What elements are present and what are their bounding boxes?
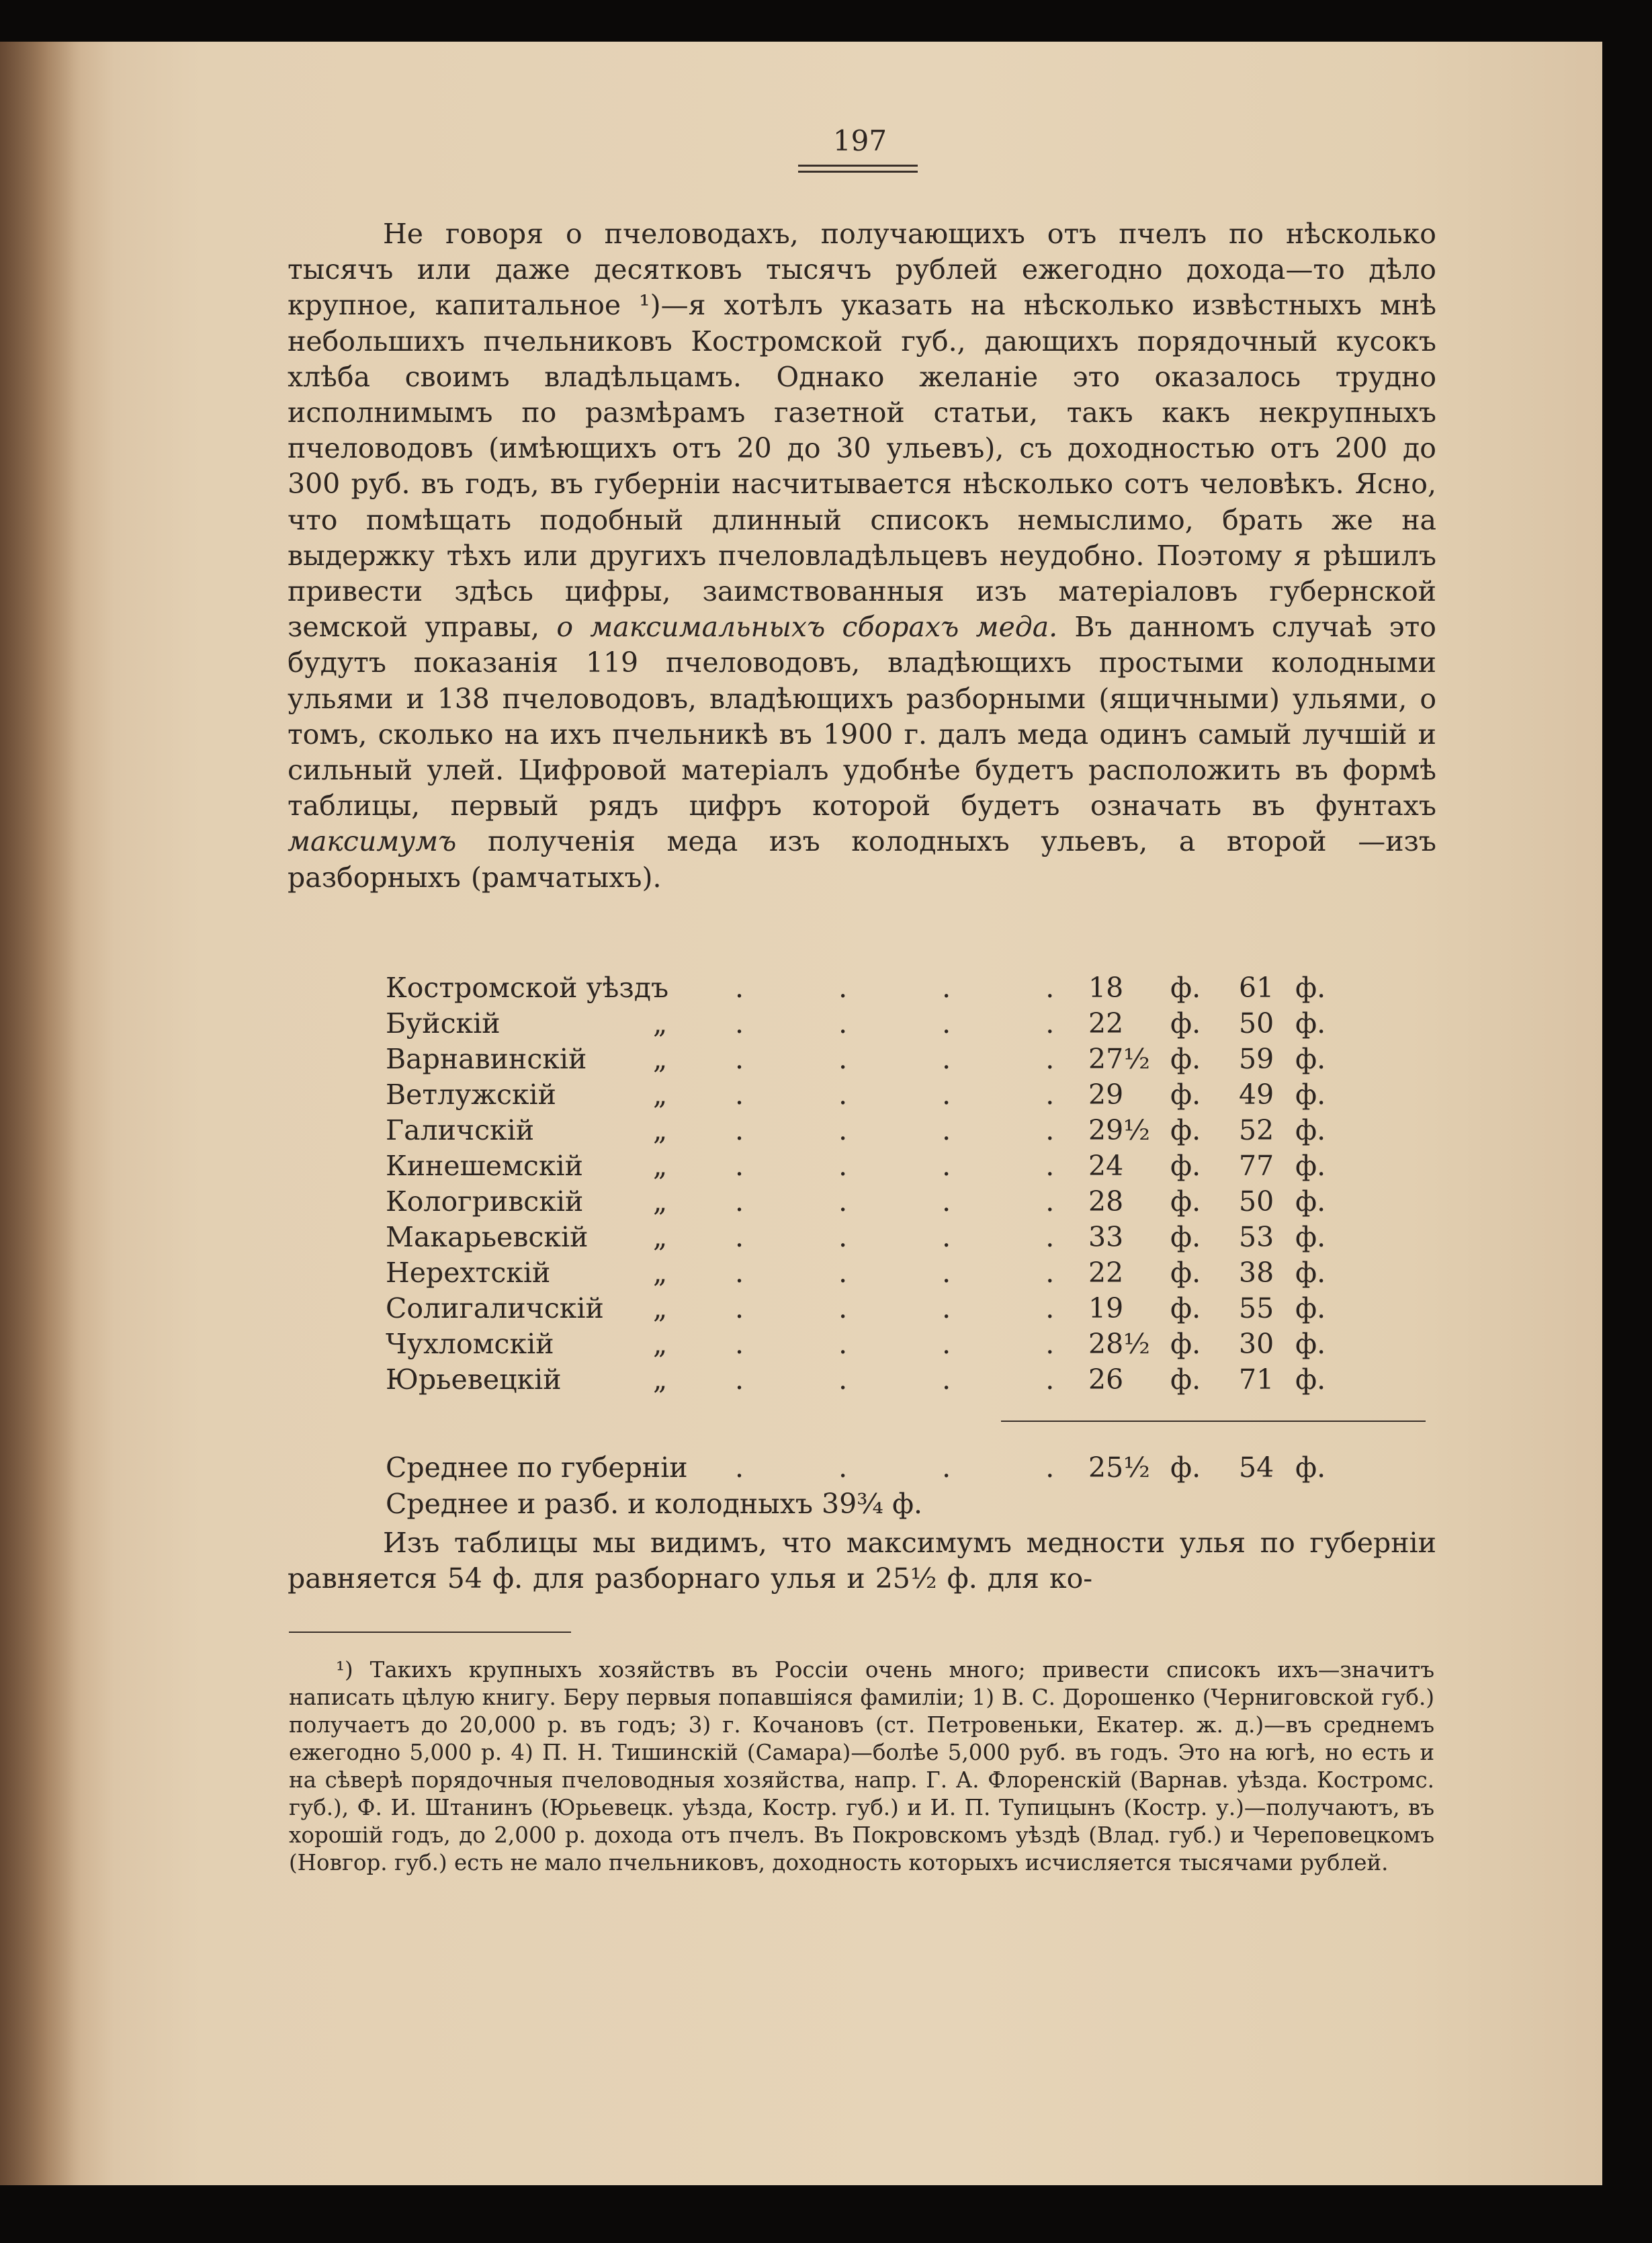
district-name: Кологривскій	[386, 1185, 584, 1218]
leader-dots: . . . .	[735, 1292, 1098, 1324]
district-name: Кинешемскій	[386, 1150, 583, 1182]
razb-unit: ф.	[1295, 1114, 1326, 1146]
kolod-value: 28½	[1088, 1328, 1150, 1360]
ditto-mark: „	[653, 1043, 668, 1075]
district-name: Нерехтскій	[386, 1257, 551, 1289]
kolod-unit: ф.	[1170, 1363, 1201, 1396]
leader-dots: . . . .	[735, 1185, 1098, 1218]
razb-value: 50	[1239, 1007, 1274, 1040]
razb-value: 38	[1239, 1257, 1274, 1289]
district-name: Солигаличскій	[386, 1292, 604, 1324]
footnote-text: ¹) Такихъ крупныхъ хозяйствъ въ Россіи очень много; привести списокъ ихъ—значитъ написать цѣлую книгу. Беру первыя попавшіяся фамиліи; 1) В. С. Дорошенко (Черниговской губ.) получаетъ до 20,000 р. въ годъ; 3) г. Кочановъ (ст. Петровеньки, Екатер. ж. д.)—въ среднемъ ежегодно 5,000 р. 4) П. Н. Тишинскій (Самара)—болѣе 5,000 руб. въ годъ. Это на югѣ, но есть и на сѣверѣ порядочныя пчеловодныя хозяйства, напр. Г. А. Флоренскій (Варнав. уѣзда. Костромс. губ.), Ф. И. Штанинъ (Юрьевецк. уѣзда, Костр. губ.) и И. П. Тупицынъ (Костр. у.)—получаютъ, въ хорошій годъ, до 2,000 р. дохода отъ пчелъ. Въ Покровскомъ уѣздѣ (Влад. губ.) и Череповецкомъ (Новгор. губ.) есть не мало пчельниковъ, доходность которыхъ исчисляется тысячами рублей.	[289, 1657, 1434, 1875]
paragraph-1-end: полученія меда изъ колодныхъ ульевъ, а второй —изъ разборныхъ (рамчатыхъ).	[288, 825, 1436, 894]
district-name: Ветлужскій	[386, 1078, 556, 1111]
district-name: Галичскій	[386, 1114, 535, 1146]
ditto-mark: „	[653, 1328, 668, 1360]
kolod-unit: ф.	[1170, 1007, 1201, 1040]
leader-dots: . . . .	[735, 1150, 1098, 1182]
razb-value: 55	[1239, 1292, 1274, 1324]
table-row	[386, 970, 1434, 1006]
razb-unit: ф.	[1295, 1150, 1326, 1182]
header-rule-top	[798, 165, 918, 167]
ditto-mark: „	[653, 1292, 668, 1324]
leader-dots: . . . .	[735, 1363, 1098, 1396]
paragraph-1-italic: о максимальныхъ сборахъ меда.	[556, 611, 1058, 644]
district-name: Костромской уѣздъ	[386, 972, 669, 1004]
table-row	[386, 1220, 1434, 1255]
paragraph-1-cont: Въ данномъ случаѣ это будутъ показанія 119 пчеловодовъ, владѣющихъ простыми колодными ульями и 138 пчеловодовъ, владѣющихъ разборными (ящичными) ульями, о томъ, сколько на ихъ пчельникѣ въ 1900 г. далъ меда одинъ самый лучшій и сильный улей. Цифровой матеріалъ удобнѣе будетъ расположить въ формѣ таблицы, первый рядъ цифръ которой будетъ означать въ фунтахъ	[288, 611, 1436, 822]
ditto-mark: „	[653, 1185, 668, 1218]
kolod-unit: ф.	[1170, 1292, 1201, 1324]
table-row	[386, 1184, 1434, 1220]
table-row	[386, 1255, 1434, 1291]
razb-unit: ф.	[1295, 1363, 1326, 1396]
paragraph-2: Изъ таблицы мы видимъ, что максимумъ медности улья по губерніи равняется 54 ф. для разборнаго улья и 25½ ф. для ко-	[288, 1527, 1436, 1595]
kolod-unit: ф.	[1170, 1221, 1201, 1253]
table-sum-rule	[1001, 1421, 1426, 1422]
razb-value: 71	[1239, 1363, 1274, 1396]
kolod-unit: ф.	[1170, 1185, 1201, 1218]
paragraph-1-italic-2: максимумъ	[288, 825, 457, 858]
kolod-unit: ф.	[1170, 1043, 1201, 1075]
kolod-value: 29	[1088, 1078, 1124, 1111]
table-row	[386, 1006, 1434, 1042]
page-number: 197	[832, 124, 887, 157]
average-dots: . . . .	[735, 1451, 1098, 1484]
average-razb: 54	[1239, 1451, 1274, 1484]
leader-dots: . . . .	[735, 1114, 1098, 1146]
leader-dots: . . . .	[735, 1007, 1098, 1040]
leader-dots: . . . .	[735, 1328, 1098, 1360]
main-text	[288, 216, 1436, 896]
table-row	[386, 1291, 1434, 1326]
razb-unit: ф.	[1295, 972, 1326, 1004]
district-name: Буйскій	[386, 1007, 501, 1040]
razb-value: 30	[1239, 1328, 1274, 1360]
kolod-unit: ф.	[1170, 1328, 1201, 1360]
razb-value: 77	[1239, 1150, 1274, 1182]
ditto-mark: „	[653, 1257, 668, 1289]
kolod-value: 22	[1088, 1007, 1124, 1040]
razb-value: 52	[1239, 1114, 1274, 1146]
main-text-2	[288, 1525, 1436, 1597]
razb-unit: ф.	[1295, 1007, 1326, 1040]
kolod-value: 22	[1088, 1257, 1124, 1289]
razb-unit: ф.	[1295, 1078, 1326, 1111]
leader-dots: . . . .	[735, 1221, 1098, 1253]
ditto-mark: „	[653, 1363, 668, 1396]
district-name: Варнавинскій	[386, 1043, 587, 1075]
kolod-value: 27½	[1088, 1043, 1150, 1075]
ditto-mark: „	[653, 1221, 668, 1253]
razb-unit: ф.	[1295, 1292, 1326, 1324]
table-row	[386, 1362, 1434, 1398]
kolod-value: 29½	[1088, 1114, 1150, 1146]
average-unit2: ф.	[1295, 1451, 1326, 1484]
average-both: Среднее и разб. и колодныхъ 39¾ ф.	[386, 1488, 923, 1520]
average-label: Среднее по губерніи	[386, 1451, 688, 1484]
ditto-mark: „	[653, 1078, 668, 1111]
kolod-unit: ф.	[1170, 1078, 1201, 1111]
razb-unit: ф.	[1295, 1185, 1326, 1218]
razb-unit: ф.	[1295, 1257, 1326, 1289]
table-row	[386, 1042, 1434, 1077]
kolod-value: 18	[1088, 972, 1124, 1004]
leader-dots: . . . .	[735, 1043, 1098, 1075]
leader-dots: . . . .	[735, 1257, 1098, 1289]
district-name: Юрьевецкій	[386, 1363, 562, 1396]
razb-value: 61	[1239, 972, 1274, 1004]
ditto-mark: „	[653, 1007, 668, 1040]
ditto-mark: „	[653, 1150, 668, 1182]
razb-unit: ф.	[1295, 1221, 1326, 1253]
kolod-value: 28	[1088, 1185, 1124, 1218]
footnote	[289, 1656, 1434, 1877]
kolod-unit: ф.	[1170, 972, 1201, 1004]
ditto-mark: „	[653, 1114, 668, 1146]
table-row	[386, 1113, 1434, 1148]
razb-value: 53	[1239, 1221, 1274, 1253]
razb-unit: ф.	[1295, 1043, 1326, 1075]
kolod-unit: ф.	[1170, 1257, 1201, 1289]
average-kolod: 25½	[1088, 1451, 1150, 1484]
razb-value: 49	[1239, 1078, 1274, 1111]
kolod-value: 24	[1088, 1150, 1124, 1182]
table-row	[386, 1148, 1434, 1184]
leader-dots: . . . .	[735, 972, 1098, 1004]
average-unit1: ф.	[1170, 1451, 1201, 1484]
leader-dots: . . . .	[735, 1078, 1098, 1111]
paragraph-1	[288, 216, 1436, 896]
district-name: Макарьевскій	[386, 1221, 589, 1253]
kolod-value: 33	[1088, 1221, 1124, 1253]
district-name: Чухломскій	[386, 1328, 554, 1360]
table-row	[386, 1326, 1434, 1362]
razb-value: 59	[1239, 1043, 1274, 1075]
header-rule-bottom	[798, 171, 918, 173]
kolod-unit: ф.	[1170, 1114, 1201, 1146]
razb-unit: ф.	[1295, 1328, 1326, 1360]
kolod-value: 19	[1088, 1292, 1124, 1324]
kolod-unit: ф.	[1170, 1150, 1201, 1182]
razb-value: 50	[1239, 1185, 1274, 1218]
table-average-row	[386, 1451, 1434, 1487]
table-row	[386, 1077, 1434, 1113]
footnote-rule	[289, 1632, 571, 1633]
paragraph-1-text: Не говоря о пчеловодахъ, получающихъ отъ пчелъ по нѣсколько тысячъ или даже десятковъ тысячъ рублей ежегодно дохода—то дѣло крупное, капитальное ¹)—я хотѣлъ указать на нѣсколько извѣстныхъ мнѣ небольшихъ пчельниковъ Костромской губ., дающихъ порядочный кусокъ хлѣба своимъ владѣльцамъ. Однако желаніе это оказалось трудно исполнимымъ по размѣрамъ газетной статьи, такъ какъ некрупныхъ пчеловодовъ (имѣющихъ отъ 20 до 30 ульевъ), съ доходностью отъ 200 до 300 руб. въ годъ, въ губерніи насчитывается нѣсколько сотъ человѣкъ. Ясно, что помѣщать подобный длинный списокъ немыслимо, брать же на выдержку тѣхъ или другихъ пчеловладѣльцевъ неудобно. Поэтому я рѣшилъ привести здѣсь цифры, заимствованныя изъ матеріаловъ губернской земской управы,	[288, 218, 1436, 644]
kolod-value: 26	[1088, 1363, 1124, 1396]
